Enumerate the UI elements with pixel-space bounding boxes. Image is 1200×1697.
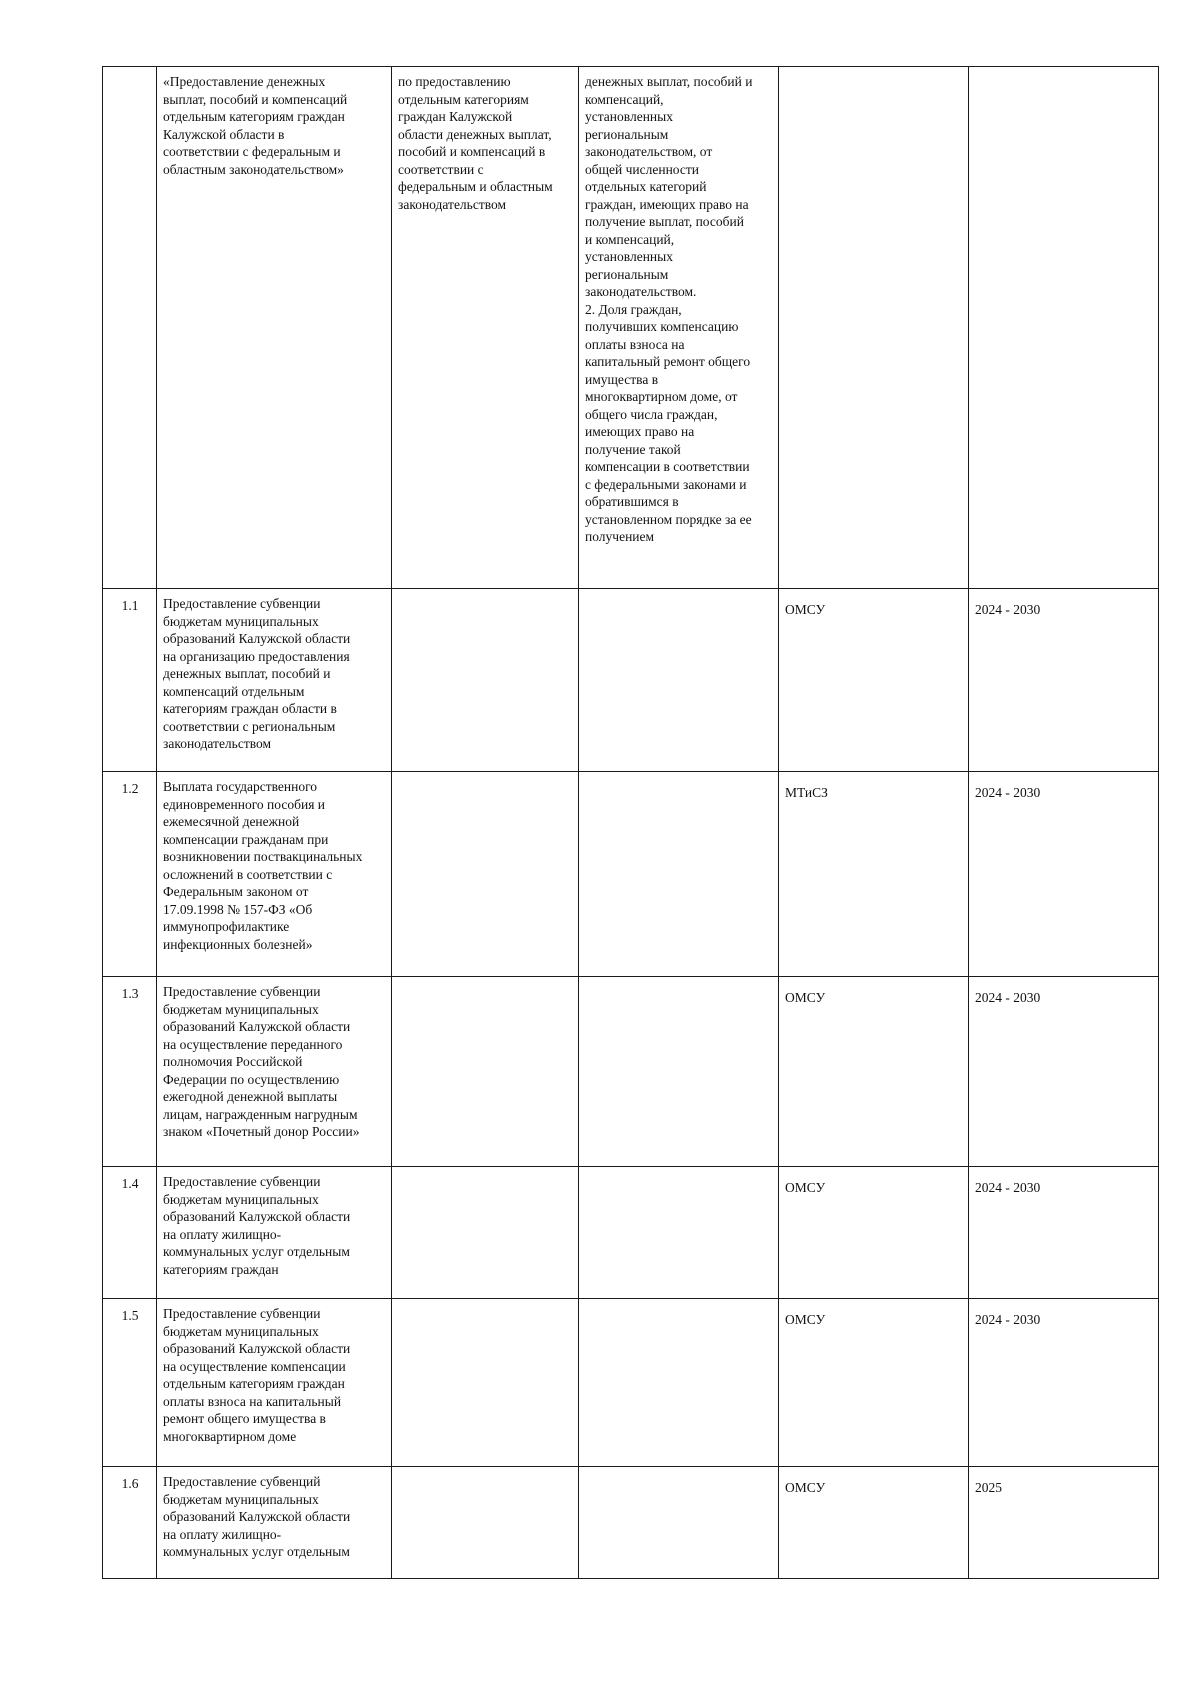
table-row <box>103 977 1159 1167</box>
row-number: 1.1 <box>103 589 157 772</box>
indicator <box>579 1167 779 1299</box>
table-row <box>103 772 1159 977</box>
indicator: денежных выплат, пособий и компенсаций, установленных региональным законодательством, от общей численности отдельных категорий граждан, имеющих право на получение выплат, пособий и компенсаций, установленных региональным законодательством. 2. Доля граждан, получивших компенсацию оплаты взноса на капитальный ремонт общего имущества в многоквартирном доме, от общего числа граждан, имеющих право на получение такой компенсации в соответствии с федеральными законами и обратившимся в установленном порядке за ее получением <box>579 67 779 589</box>
measure-name: Предоставление субвенции бюджетам муниципальных образований Калужской области на осуществление переданного полномочия Российской Федерации по осуществлению ежегодной денежной выплаты лицам, награжденным нагрудным знаком «Почетный донор России» <box>157 977 392 1167</box>
executor: МТиСЗ <box>779 772 969 977</box>
period: 2025 <box>969 1467 1159 1579</box>
expected-result <box>392 977 579 1167</box>
executor: ОМСУ <box>779 1167 969 1299</box>
measure-name: Предоставление субвенции бюджетам муниципальных образований Калужской области на оплату жилищно- коммунальных услуг отдельным категориям граждан <box>157 1167 392 1299</box>
row-number: 1.6 <box>103 1467 157 1579</box>
row-number <box>103 67 157 589</box>
table-row <box>103 67 1159 589</box>
row-number: 1.3 <box>103 977 157 1167</box>
expected-result <box>392 772 579 977</box>
measure-name: «Предоставление денежных выплат, пособий и компенсаций отдельным категориям граждан Калужской области в соответствии с федеральным и областным законодательством» <box>157 67 392 589</box>
measure-name: Предоставление субвенций бюджетам муниципальных образований Калужской области на оплату жилищно- коммунальных услуг отдельным <box>157 1467 392 1579</box>
expected-result <box>392 1167 579 1299</box>
indicator <box>579 1467 779 1579</box>
executor: ОМСУ <box>779 589 969 772</box>
measure-name: Выплата государственного единовременного пособия и ежемесячной денежной компенсации гражданам при возникновении поствакцинальных осложнений в соответствии с Федеральным законом от 17.09.1998 № 157-ФЗ «Об иммунопрофилактике инфекционных болезней» <box>157 772 392 977</box>
expected-result <box>392 589 579 772</box>
period: 2024 - 2030 <box>969 589 1159 772</box>
period: 2024 - 2030 <box>969 1299 1159 1467</box>
measure-name: Предоставление субвенции бюджетам муниципальных образований Калужской области на осуществление компенсации отдельным категориям граждан оплаты взноса на капитальный ремонт общего имущества в многоквартирном доме <box>157 1299 392 1467</box>
executor: ОМСУ <box>779 1467 969 1579</box>
row-number: 1.2 <box>103 772 157 977</box>
indicator <box>579 1299 779 1467</box>
table-row <box>103 1167 1159 1299</box>
row-number: 1.4 <box>103 1167 157 1299</box>
executor: ОМСУ <box>779 1299 969 1467</box>
expected-result: по предоставлению отдельным категориям граждан Калужской области денежных выплат, пособий и компенсаций в соответствии с федеральным и областным законодательством <box>392 67 579 589</box>
row-number: 1.5 <box>103 1299 157 1467</box>
period: 2024 - 2030 <box>969 772 1159 977</box>
measure-name: Предоставление субвенции бюджетам муниципальных образований Калужской области на организацию предоставления денежных выплат, пособий и компенсаций отдельным категориям граждан области в соответствии с региональным законодательством <box>157 589 392 772</box>
table-row <box>103 589 1159 772</box>
table-row <box>103 1467 1159 1579</box>
period: 2024 - 2030 <box>969 1167 1159 1299</box>
measures-table <box>102 66 1159 1579</box>
period <box>969 67 1159 589</box>
indicator <box>579 772 779 977</box>
indicator <box>579 589 779 772</box>
table-row <box>103 1299 1159 1467</box>
period: 2024 - 2030 <box>969 977 1159 1167</box>
expected-result <box>392 1299 579 1467</box>
executor <box>779 67 969 589</box>
executor: ОМСУ <box>779 977 969 1167</box>
indicator <box>579 977 779 1167</box>
expected-result <box>392 1467 579 1579</box>
